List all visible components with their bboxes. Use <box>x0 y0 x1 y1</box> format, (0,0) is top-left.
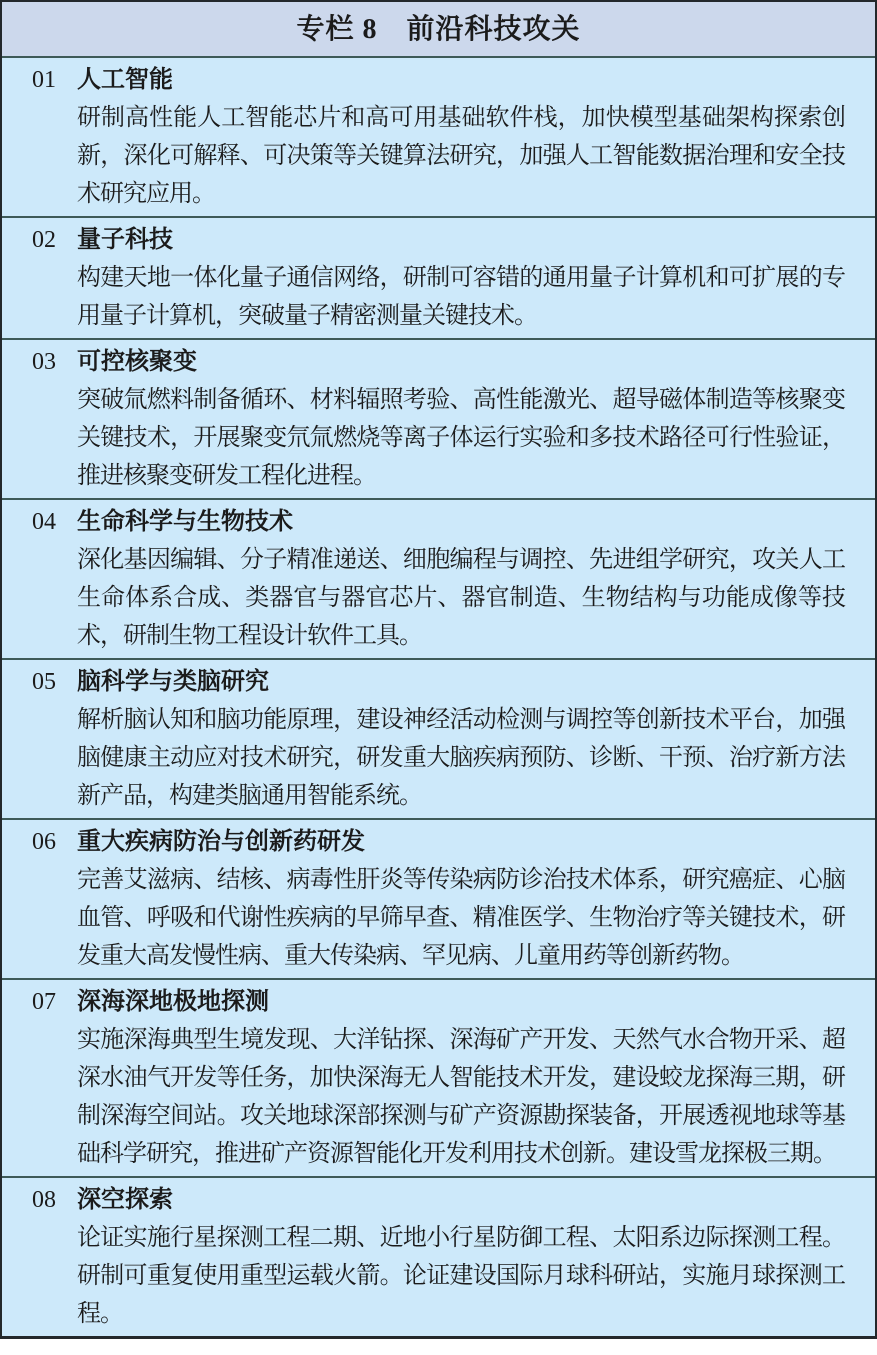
section-content <box>77 343 875 495</box>
section-heading: 量子科技 <box>77 227 173 253</box>
section-body-text: 完善艾滋病、结核、病毒性肝炎等传染病防诊治技术体系，研究癌症、心脑血管、呼吸和代谢性疾病的早筛早查、精准医学、生物治疗等关键技术，研发重大高发慢性病、重大传染病、罕见病、儿童用药等创新药物。 <box>77 867 845 969</box>
section-body-text: 深化基因编辑、分子精准递送、细胞编程与调控、先进组学研究，攻关人工生命体系合成、类器官与器官芯片、器官制造、生物结构与功能成像等技术，研制生物工程设计软件工具。 <box>77 547 845 649</box>
section-row-controlled-fusion <box>2 338 875 498</box>
section-heading: 深海深地极地探测 <box>77 989 269 1015</box>
section-heading: 人工智能 <box>77 67 173 93</box>
section-heading: 脑科学与类脑研究 <box>77 669 269 695</box>
section-content <box>77 503 875 655</box>
section-number: 01 <box>32 67 56 93</box>
section-content <box>77 61 875 213</box>
section-row-deep-space-exploration <box>2 1176 875 1336</box>
section-heading: 生命科学与生物技术 <box>77 509 293 535</box>
section-content <box>77 221 875 335</box>
section-content <box>77 823 875 975</box>
section-body-text: 实施深海典型生境发现、大洋钻探、深海矿产开发、天然气水合物开采、超深水油气开发等任务，加快深海无人智能技术开发，建设蛟龙探海三期，研制深海空间站。攻关地球深部探测与矿产资源勘探装备，开展透视地球等基础科学研究，推进矿产资源智能化开发利用技术创新。建设雪龙探极三期。 <box>77 1027 845 1167</box>
section-number: 02 <box>32 227 56 253</box>
section-row-brain-science <box>2 658 875 818</box>
section-row-quantum-technology <box>2 216 875 338</box>
section-row-life-science-biotech <box>2 498 875 658</box>
section-row-deep-sea-earth-polar <box>2 978 875 1176</box>
section-body-text: 突破氚燃料制备循环、材料辐照考验、高性能激光、超导磁体制造等核聚变关键技术，开展聚变氘氚燃烧等离子体运行实验和多技术路径可行性验证，推进核聚变研发工程化进程。 <box>77 387 845 489</box>
section-heading: 可控核聚变 <box>77 349 197 375</box>
section-content <box>77 983 875 1173</box>
section-body-text: 研制高性能人工智能芯片和高可用基础软件栈，加快模型基础架构探索创新，深化可解释、可决策等关键算法研究，加强人工智能数据治理和安全技术研究应用。 <box>77 105 845 207</box>
section-content <box>77 1181 875 1333</box>
section-heading: 深空探索 <box>77 1187 173 1213</box>
section-row-disease-prevention-drugs <box>2 818 875 978</box>
section-number: 04 <box>32 509 56 535</box>
section-number: 05 <box>32 669 56 695</box>
section-body-text: 构建天地一体化量子通信网络，研制可容错的通用量子计算机和可扩展的专用量子计算机，突破量子精密测量关键技术。 <box>77 265 845 329</box>
section-number: 07 <box>32 989 56 1015</box>
section-number: 08 <box>32 1187 56 1213</box>
section-heading: 重大疾病防治与创新药研发 <box>77 829 365 855</box>
section-body-text: 解析脑认知和脑功能原理，建设神经活动检测与调控等创新技术平台，加强脑健康主动应对技术研究，研发重大脑疾病预防、诊断、干预、治疗新方法新产品，构建类脑通用智能系统。 <box>77 707 845 809</box>
section-number: 03 <box>32 349 56 375</box>
section-number: 06 <box>32 829 56 855</box>
section-body-text: 论证实施行星探测工程二期、近地小行星防御工程、太阳系边际探测工程。研制可重复使用重型运载火箭。论证建设国际月球科研站，实施月球探测工程。 <box>77 1225 845 1327</box>
section-row-artificial-intelligence <box>2 56 875 216</box>
section-content <box>77 663 875 815</box>
panel-title: 专栏 8 前沿科技攻关 <box>2 2 875 56</box>
